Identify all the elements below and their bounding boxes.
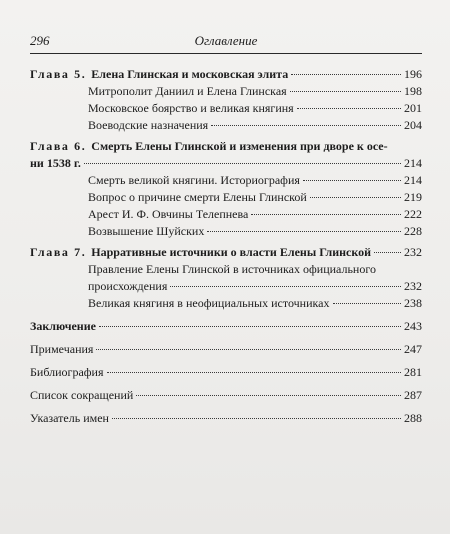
running-head: Оглавление bbox=[194, 33, 258, 48]
entry-page: 247 bbox=[404, 342, 422, 356]
section-title: Московское боярство и великая княгиня bbox=[88, 101, 294, 115]
toc-index bbox=[30, 410, 422, 427]
page-header bbox=[30, 33, 422, 53]
section-page: 204 bbox=[404, 118, 422, 132]
dot-leader bbox=[99, 326, 401, 327]
page-number: 296 bbox=[30, 33, 50, 48]
dot-leader bbox=[374, 252, 401, 253]
toc-section bbox=[88, 206, 422, 223]
entry-page: 281 bbox=[404, 365, 422, 379]
dot-leader bbox=[107, 372, 402, 373]
dot-leader bbox=[290, 91, 401, 92]
entry-title: Указатель имен bbox=[30, 411, 109, 425]
chapter-title: Смерть Елены Глинской и изменения при дворе к осе- bbox=[91, 139, 388, 153]
chapter-title: Елена Глинская и московская элита bbox=[91, 67, 289, 81]
toc-bibliography bbox=[30, 364, 422, 381]
toc-chapter-6-cont bbox=[30, 155, 422, 172]
entry-title: Список сокращений bbox=[30, 388, 134, 402]
section-title-cont: происхождения bbox=[88, 279, 168, 293]
section-page: 232 bbox=[404, 279, 422, 293]
section-page: 222 bbox=[404, 207, 422, 221]
dot-leader bbox=[333, 303, 402, 304]
section-title: Арест И. Ф. Овчины Телепнева bbox=[88, 207, 249, 221]
chapter-page: 232 bbox=[404, 245, 422, 259]
chapter-label: Глава 6. bbox=[30, 139, 87, 153]
header-rule bbox=[30, 53, 422, 54]
chapter-label: Глава 7. bbox=[30, 245, 87, 259]
toc-chapter-5 bbox=[30, 66, 422, 83]
section-title: Великая княгиня в неофициальных источниках bbox=[88, 296, 330, 310]
section-title: Смерть великой княгини. Историография bbox=[88, 173, 300, 187]
toc-section-cont bbox=[88, 278, 422, 295]
dot-leader bbox=[136, 395, 401, 396]
entry-page: 287 bbox=[404, 388, 422, 402]
entry-title: Примечания bbox=[30, 342, 94, 356]
toc-section bbox=[88, 223, 422, 240]
dot-leader bbox=[96, 349, 401, 350]
dot-leader bbox=[297, 108, 401, 109]
dot-leader bbox=[207, 231, 401, 232]
section-page: 219 bbox=[404, 190, 422, 204]
chapter-title-cont: ни 1538 г. bbox=[30, 156, 81, 170]
section-title: Воеводские назначения bbox=[88, 118, 209, 132]
toc-section bbox=[88, 83, 422, 100]
chapter-page: 214 bbox=[404, 156, 422, 170]
section-page: 214 bbox=[404, 173, 422, 187]
section-title: Правление Елены Глинской в источниках официального bbox=[88, 262, 376, 276]
entry-title: Библиография bbox=[30, 365, 104, 379]
entry-page: 243 bbox=[404, 319, 422, 333]
toc-section bbox=[88, 189, 422, 206]
toc-abbreviations bbox=[30, 387, 422, 404]
chapter-title: Нарративные источники о власти Елены Глинской bbox=[91, 245, 372, 259]
chapter-page: 196 bbox=[404, 67, 422, 81]
entry-page: 288 bbox=[404, 411, 422, 425]
dot-leader bbox=[303, 180, 401, 181]
section-page: 228 bbox=[404, 224, 422, 238]
section-title: Вопрос о причине смерти Елены Глинской bbox=[88, 190, 307, 204]
toc-notes bbox=[30, 341, 422, 358]
section-page: 201 bbox=[404, 101, 422, 115]
toc-section bbox=[88, 295, 422, 312]
section-title: Возвышение Шуйских bbox=[88, 224, 205, 238]
dot-leader bbox=[310, 197, 401, 198]
chapter-label: Глава 5. bbox=[30, 67, 87, 81]
dot-leader bbox=[112, 418, 401, 419]
toc-section bbox=[88, 100, 422, 117]
section-title: Митрополит Даниил и Елена Глинская bbox=[88, 84, 287, 98]
section-page: 238 bbox=[404, 296, 422, 310]
toc-chapter-7 bbox=[30, 244, 422, 261]
dot-leader bbox=[291, 74, 401, 75]
dot-leader bbox=[251, 214, 401, 215]
toc-section bbox=[88, 172, 422, 189]
entry-title: Заключение bbox=[30, 319, 96, 333]
toc-conclusion bbox=[30, 318, 422, 335]
dot-leader bbox=[84, 163, 401, 164]
section-page: 198 bbox=[404, 84, 422, 98]
dot-leader bbox=[211, 125, 401, 126]
toc-section bbox=[88, 117, 422, 134]
toc-section bbox=[88, 261, 422, 278]
toc-chapter-6 bbox=[30, 138, 422, 155]
dot-leader bbox=[170, 286, 401, 287]
